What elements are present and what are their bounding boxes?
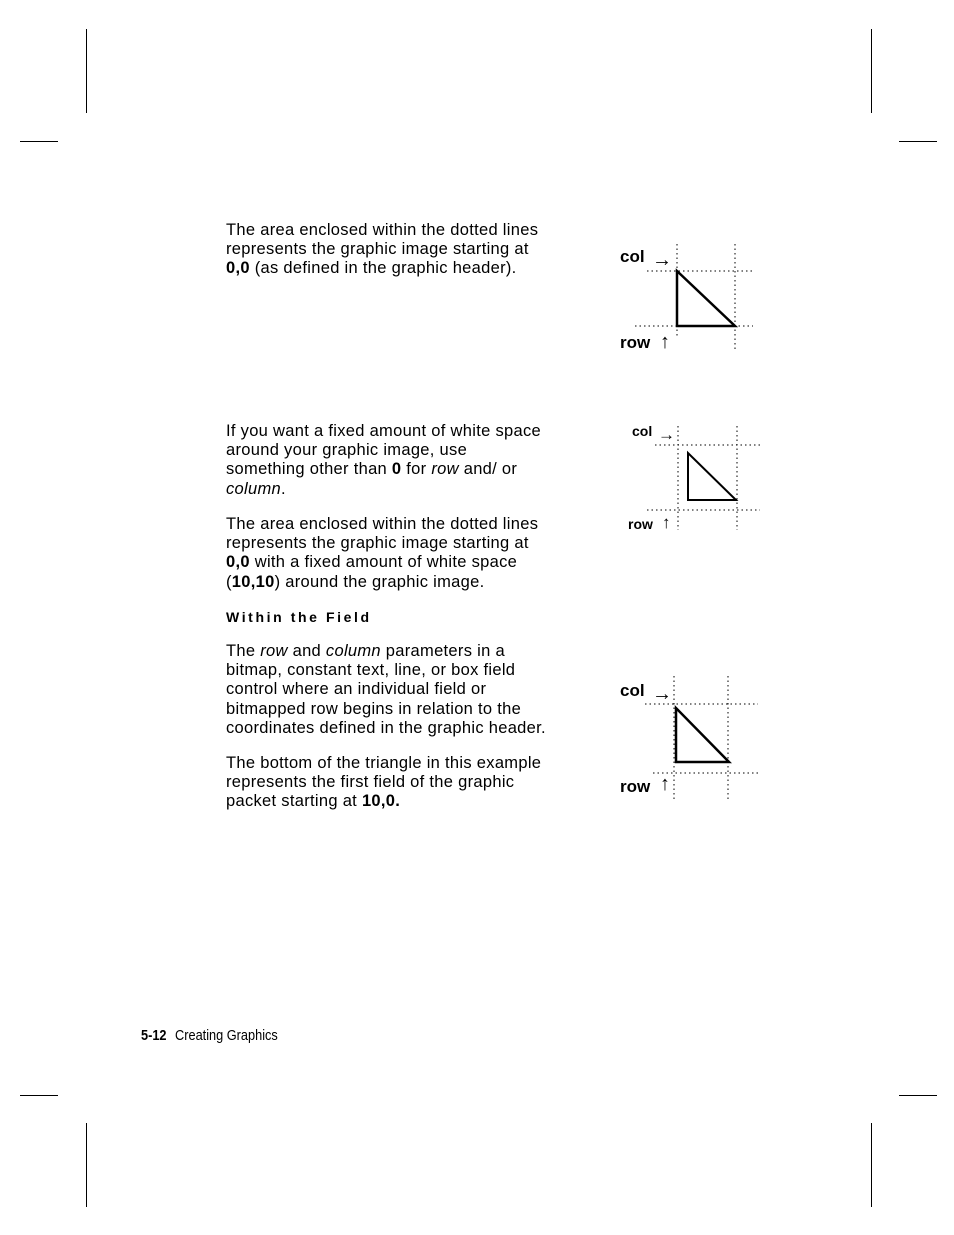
text-line: around your graphic image, use <box>226 441 468 460</box>
italic-term: column <box>325 642 381 660</box>
col-arrow-icon: → <box>652 683 672 705</box>
crop-mark <box>86 29 87 113</box>
text-line: something other than <box>226 460 392 479</box>
bold-value: 0,0 <box>226 259 250 278</box>
section-heading: Within the Field <box>226 609 372 625</box>
triangle-shape <box>677 271 735 326</box>
text-line: . <box>281 479 286 498</box>
text-line: coordinates defined in the graphic header. <box>226 718 546 737</box>
bold-value: 10,0. <box>361 792 401 811</box>
row-label: row <box>628 516 653 532</box>
crop-mark <box>86 1123 87 1207</box>
crop-mark <box>20 141 58 142</box>
row-arrow-icon: ↑ <box>660 331 670 353</box>
text-line: represents the graphic image starting at <box>226 240 529 259</box>
text-line: (as defined in the graphic header). <box>249 259 517 278</box>
figure-origin-triangle <box>615 238 760 358</box>
row-arrow-icon: ↑ <box>660 773 670 795</box>
triangle-shape <box>676 708 729 762</box>
figure-field-triangle <box>615 672 765 802</box>
crop-mark <box>899 1095 937 1096</box>
italic-term: column <box>226 479 281 498</box>
paragraph-triangle-bottom <box>226 754 541 812</box>
row-arrow-icon: ↑ <box>662 513 671 532</box>
text-line: If you want a fixed amount of white space <box>226 422 541 440</box>
text-line: represents the first field of the graphic <box>226 773 515 792</box>
row-label: row <box>620 777 651 796</box>
italic-term: row <box>431 460 459 479</box>
text-line: bitmapped row begins in relation to the <box>226 699 522 718</box>
paragraph-origin-example <box>226 221 538 279</box>
col-arrow-icon: → <box>652 249 672 271</box>
crop-mark <box>871 29 872 113</box>
text-line: ) around the graphic image. <box>274 572 485 591</box>
text-line: parameters in a <box>380 642 505 660</box>
italic-term: row <box>260 642 288 660</box>
text-line: ( <box>226 572 232 591</box>
triangle-shape <box>688 453 736 500</box>
col-label: col <box>620 247 645 266</box>
bold-value: 10,10 <box>231 572 275 591</box>
text-line: for <box>401 460 432 479</box>
text-line: and <box>287 642 326 660</box>
crop-mark <box>899 141 937 142</box>
text-line: with a fixed amount of white space <box>249 553 518 572</box>
paragraph-white-space <box>226 422 541 499</box>
text-line: packet starting at <box>226 792 362 811</box>
text-line: represents the graphic image starting at <box>226 534 529 553</box>
page-footer <box>141 1027 278 1044</box>
text-line: The <box>226 642 261 660</box>
text-line: and/ or <box>458 460 518 479</box>
crop-mark <box>871 1123 872 1207</box>
paragraph-within-field <box>226 642 546 738</box>
col-label: col <box>620 681 645 700</box>
text-line: bitmap, constant text, line, or box field <box>226 661 516 680</box>
figure-offset-triangle <box>625 420 765 535</box>
text-line: control where an individual field or <box>226 680 487 699</box>
paragraph-offset-example <box>226 515 538 592</box>
row-label: row <box>620 333 651 352</box>
chapter-title: Creating Graphics <box>175 1027 278 1044</box>
page-number: 5-12 <box>141 1027 167 1044</box>
text-line: The bottom of the triangle in this example <box>226 754 542 772</box>
col-arrow-icon: → <box>658 425 675 444</box>
text-line: The area enclosed within the dotted lines <box>226 221 539 239</box>
text-line: The area enclosed within the dotted lines <box>226 515 539 533</box>
bold-value: 0 <box>391 460 402 479</box>
bold-value: 0,0 <box>226 553 250 572</box>
col-label: col <box>632 423 653 439</box>
crop-mark <box>20 1095 58 1096</box>
